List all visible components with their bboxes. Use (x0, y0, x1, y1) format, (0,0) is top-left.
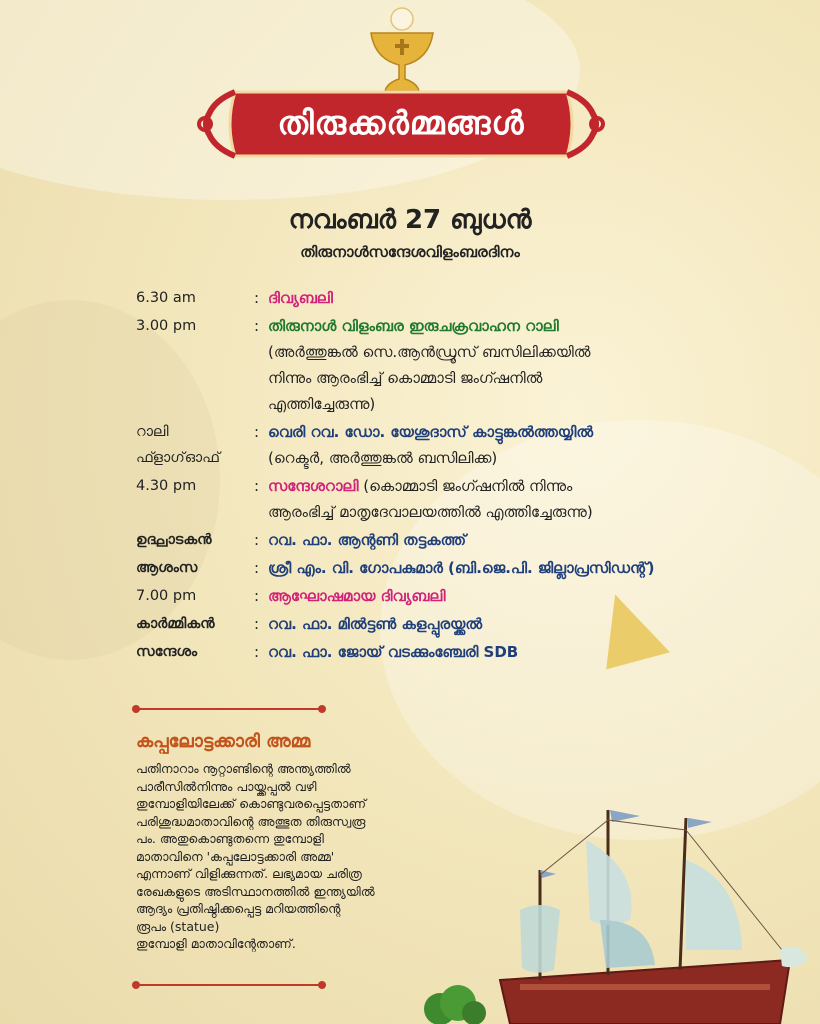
schedule-list (136, 285, 736, 667)
schedule-text: ആരംഭിച്ച് മാതൃദേവാലയത്തിൽ എത്തിച്ചേരുന്നു) (268, 503, 593, 521)
schedule-value (268, 473, 736, 525)
schedule-text: നിന്നും ആരംഭിച്ച് കൊമ്മാടി ജംഗ്ഷനിൽ (268, 369, 543, 387)
schedule-label: 3.00 pm (136, 318, 197, 334)
schedule-row (136, 419, 736, 471)
schedule-label: കാർമ്മികൻ (136, 616, 215, 632)
sailing-ship-illustration (490, 800, 820, 1024)
schedule-text: (കൊമ്മാടി ജംഗ്ഷനിൽ നിന്നും (358, 477, 573, 495)
schedule-separator: : (254, 289, 260, 307)
schedule-label: ആശംസ (136, 560, 198, 576)
schedule-value-line (268, 313, 736, 339)
schedule-value-line (268, 527, 736, 553)
schedule-label: റാലി ഫ്ളാഗ്ഓഫ് (136, 424, 220, 466)
schedule-text: റവ. ഫാ. മിൽട്ടൺ കളപ്പുരയ്ക്കൽ (268, 615, 483, 633)
schedule-value-line (268, 285, 736, 311)
schedule-text: വെരി റവ. ഡോ. യേശുദാസ് കാട്ടുങ്കൽത്തയ്യിൽ (268, 423, 594, 441)
side-body-line: രേഖകളുടെ അടിസ്ഥാനത്തിൽ ഇന്ത്യയിൽ (136, 883, 375, 899)
divider-bottom (136, 984, 322, 986)
schedule-text: ശ്രീ എം. വി. ഗോപകുമാർ (ബി.ജെ.പി. ജില്ലാപ്രസിഡന്റ്) (268, 559, 655, 577)
schedule-text: (റെക്ടർ, അർത്തുങ്കൽ ബസിലിക്ക) (268, 449, 498, 467)
schedule-row (136, 473, 736, 525)
date-heading: നവംബർ 27 ബുധൻ (288, 205, 532, 235)
schedule-row (136, 555, 736, 581)
schedule-text: റവ. ഫാ. ആന്റണി തട്ടകത്ത് (268, 531, 467, 549)
schedule-text: തിരുനാൾ വിളംബര ഇരുചക്രവാഹന റാലി (268, 317, 559, 335)
schedule-value (268, 555, 736, 581)
side-body-line: പം. അതുകൊണ്ടുതന്നെ തുമ്പോളി (136, 831, 324, 846)
schedule-value (268, 583, 736, 609)
schedule-separator: : (254, 643, 260, 661)
schedule-text: റവ. ഫാ. ജോയ് വടക്കുംഞ്ചേരി SDB (268, 643, 519, 661)
schedule-value-line (268, 339, 736, 365)
schedule-value (268, 419, 736, 471)
schedule-value (268, 611, 736, 637)
schedule-separator: : (254, 587, 260, 605)
schedule-label: സന്ദേശം (136, 644, 198, 660)
schedule-separator: : (254, 317, 260, 335)
schedule-row (136, 285, 736, 311)
schedule-separator: : (254, 559, 260, 577)
schedule-label: ഉദ്ഘാടകൻ (136, 532, 212, 548)
side-body-line: പാരീസിൽനിന്നും പായ്ക്കപ്പൽ വഴി (136, 778, 317, 794)
schedule-text: എത്തിച്ചേരുന്നു) (268, 395, 376, 413)
schedule-row (136, 611, 736, 637)
side-body-line: തുമ്പോളിയിലേക്ക് കൊണ്ടുവരപ്പെട്ടതാണ് (136, 796, 367, 811)
schedule-value-line (268, 445, 736, 471)
schedule-value-line (268, 611, 736, 637)
schedule-value (268, 285, 736, 311)
tree-illustration (418, 985, 488, 1024)
schedule-row (136, 527, 736, 553)
schedule-value (268, 313, 736, 417)
side-section-body (136, 760, 456, 953)
schedule-row (136, 313, 736, 417)
schedule-value-line (268, 639, 736, 665)
side-body-line: എന്നാണ് വിളിക്കുന്നത്. ലഭ്യമായ ചരിത്ര (136, 866, 362, 881)
schedule-separator: : (254, 423, 260, 441)
schedule-text: ദിവ്യബലി (268, 289, 333, 307)
page-title: തിരുക്കർമ്മങ്ങൾ (277, 103, 525, 142)
side-section-title: കപ്പലോട്ടക്കാരി അമ്മ (136, 731, 311, 752)
schedule-value-line (268, 391, 736, 417)
side-body-line: തുമ്പോളി മാതാവിന്റേതാണ്. (136, 936, 296, 951)
schedule-value (268, 527, 736, 553)
schedule-separator: : (254, 531, 260, 549)
schedule-text: ആഘോഷമായ ദിവ്യബലി (268, 587, 446, 605)
schedule-separator: : (254, 477, 260, 495)
schedule-value-line (268, 473, 736, 499)
schedule-separator: : (254, 615, 260, 633)
schedule-label: 6.30 am (136, 290, 196, 306)
side-body-line: പരിശുദ്ധമാതാവിന്റെ അത്ഭുത തിരുസ്വരൂ (136, 813, 366, 829)
schedule-value (268, 639, 736, 665)
divider-top (136, 708, 322, 710)
schedule-value-line (268, 365, 736, 391)
schedule-value-line (268, 499, 736, 525)
schedule-label: 4.30 pm (136, 478, 197, 494)
schedule-value-line (268, 555, 736, 581)
schedule-label: 7.00 pm (136, 588, 197, 604)
schedule-value-line (268, 583, 736, 609)
side-body-line: ആദ്യം പ്രതിഷ്ഠിക്കപ്പെട്ട മറിയത്തിന്റെ (136, 901, 341, 916)
schedule-row (136, 583, 736, 609)
side-body-line: മാതാവിനെ 'കപ്പലോട്ടക്കാരി അമ്മ' (136, 848, 335, 864)
date-subheading: തിരുനാൾസന്ദേശവിളംബരദിനം (300, 243, 520, 261)
schedule-text: (അർത്തുങ്കൽ സെ.ആൻഡ്രൂസ് ബസിലിക്കയിൽ (268, 343, 591, 361)
side-body-line: രൂപം (statue) (136, 918, 220, 934)
schedule-text: സന്ദേശറാലി (268, 477, 359, 495)
schedule-row (136, 639, 736, 665)
schedule-value-line (268, 419, 736, 445)
side-body-line: പതിനാറാം നൂറ്റാണ്ടിന്റെ അന്ത്യത്തിൽ (136, 761, 351, 776)
